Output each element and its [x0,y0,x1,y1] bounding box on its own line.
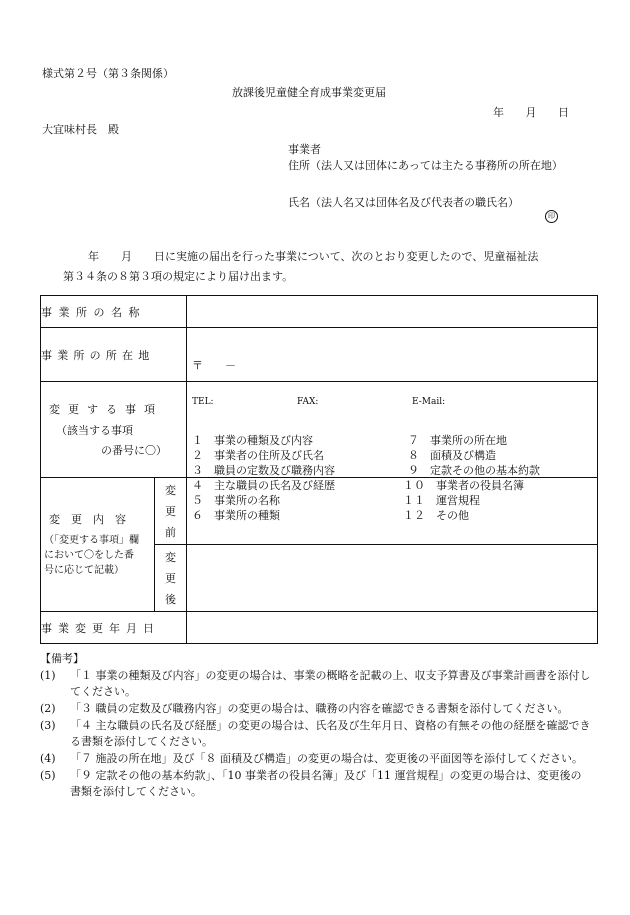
change-item[interactable]: １１ 運営規程 [403,493,480,507]
change-item[interactable]: １２ その他 [403,508,469,522]
form-number: 様式第２号（第３条関係） [42,67,174,80]
change-items-sub2: の番号に〇） [101,444,167,457]
change-content-label-cell [41,478,155,612]
facility-address-input[interactable] [187,328,598,407]
row-change-items [41,382,598,478]
email-label: E-Mail: [412,396,446,407]
note-item: (1) 「１ 事業の種類及び内容」の変更の場合は、事業の概略を記載の上、収支予算書及び事業計画書を添付してください。 [40,669,591,699]
date-line: 年 月 日 [493,106,569,119]
row-facility-name [41,296,598,328]
operator-address: 住所（法人又は団体にあっては主たる事務所の所在地） [288,159,563,172]
change-item[interactable]: ６ 事業所の種類 [192,508,280,522]
intro-line-2: 第３４条の８第３項の規定により届け出ます。 [63,270,294,283]
change-item[interactable]: ７ 事業所の所在地 [408,433,507,447]
note-item: (2) 「３ 職員の定数及び職務内容」の変更の場合は、職務の内容を確認できる書類を添付してください。 [40,702,569,716]
change-content-label: 変更内容 [49,513,137,526]
change-content-sub3: 号に応じて記載） [44,565,124,576]
change-item[interactable]: ８ 面積及び構造 [408,448,496,462]
change-item[interactable]: １０ 事業者の役員名簿 [403,478,524,492]
change-content-sub1: （「変更する事項」欄 [44,535,139,546]
facility-name-input[interactable] [187,296,598,328]
facility-address-label: 事業所の所在地 [41,328,187,382]
operator-name: 氏名（法人名又は団体名及び代表者の職氏名） [288,196,519,209]
postal-mark: 〒 － [192,358,236,372]
notes-section [40,652,592,801]
note-item: (3) 「４ 主な職員の氏名及び経歴」の変更の場合は、氏名及び生年月日、資格の有無その他の経歴を確認できる書類を添付してください。 [40,719,591,749]
notes-header: 【備考】 [40,652,84,665]
change-date-input[interactable] [187,612,598,644]
change-items-label: 変更する事項 [49,403,163,416]
addressee: 大宜味村長 殿 [42,123,119,136]
note-item: (5) 「９ 定款その他の基本約款」、「10 事業者の役員名簿」及び「11 運営規程」の変更の場合は、変更後の書類を添付してください。 [40,769,582,799]
change-item[interactable]: ９ 定款その他の基本約款 [408,463,540,477]
change-item[interactable]: ３ 職員の定数及び職務内容 [192,463,335,477]
document-title: 放課後児童健全育成事業変更届 [232,86,386,99]
before-label: 変更前 [155,478,187,545]
change-items-list [187,382,598,522]
row-facility-address [41,328,598,382]
change-items-sub1: （該当する事項 [56,424,133,437]
tel-label: TEL: [192,396,214,407]
change-item[interactable]: ５ 事業所の名称 [192,493,280,507]
change-content-sub2: において〇をした番 [44,550,134,561]
change-item[interactable]: ４ 主な職員の氏名及び経歴 [192,478,335,492]
facility-name-label: 事業所の名称 [41,296,187,328]
change-item[interactable]: １ 事業の種類及び内容 [192,433,313,447]
change-items-label-cell [41,382,187,478]
seal-mark: 印 [545,210,558,223]
operator-label: 事業者 [288,143,321,156]
after-input[interactable] [187,545,598,612]
intro-line-1: 年 月 日に実施の届出を行った事業について、次のとおり変更したので、児童福祉法 [88,250,539,263]
fax-label: FAX: [297,396,319,407]
note-item: (4) 「７ 施設の所在地」及び「８ 面積及び構造」の変更の場合は、変更後の平面図等を添付してください。 [40,752,583,766]
row-change-date [41,612,598,644]
change-form-table [40,295,598,644]
change-date-label: 事業変更年月日 [41,612,187,644]
change-item[interactable]: ２ 事業者の住所及び氏名 [192,448,324,462]
after-label: 変更後 [155,545,187,612]
